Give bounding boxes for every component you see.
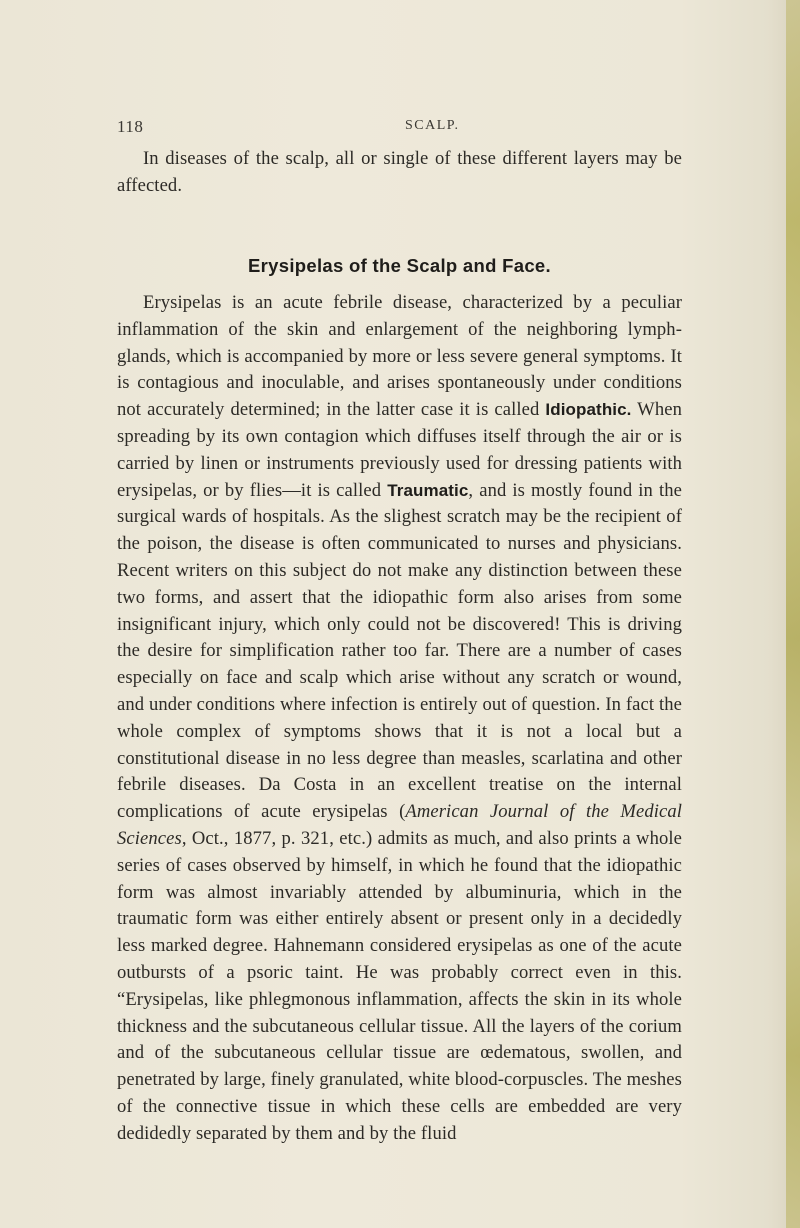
- running-head: [117, 117, 717, 141]
- page-edge: [786, 0, 800, 1228]
- term-idiopathic: Idiopathic.: [545, 400, 632, 420]
- erysipelas-paragraph: [117, 290, 682, 1148]
- paragraph-text-1: Erysipelas is an acute febrile disease, characterized by a peculiar inflammation of the skin and enlargement of the neighboring lymph-glands, which is accompanied by more or less severe general symptoms. It is contagious and inoculable, and arises spontaneously under conditions not accurately determined; in the latter case it is called: [117, 292, 682, 421]
- journal-citation: American Journal of the Medical Sciences: [117, 801, 683, 849]
- section-title: SCALP.: [405, 118, 460, 133]
- section-heading: Erysipelas of the Scalp and Face.: [248, 255, 551, 276]
- page-number: 118: [117, 117, 144, 136]
- paragraph-text-2: When spreading by its own contagion which diffuses itself through the air or is carried by linen or instruments previously used for dressing patients with erysipelas, or by flies—it is called: [117, 399, 682, 501]
- intro-paragraph: In diseases of the scalp, all or single of these different layers may be affected.: [117, 148, 682, 196]
- term-traumatic: Traumatic: [387, 480, 469, 500]
- paragraph-text-3: , and is mostly found in the surgical wards of hospitals. As the slighest scratch may be the recipient of the poison, the disease is often communicated to nurses and physicians. Recent writers on this subject do not make any distinction between these two forms, and assert that the idiopathic form also arises from some insignificant injury, which only could not be discovered! This is driving the desire for simplification rather too far. There are a number of cases especially on face and scalp which arise without any scratch or wound, and under conditions where infection is entirely out of question. In fact the whole complex of symptoms shows that it is not a local but a constitutional disease in no less degree than measles, scarlatina and other febrile diseases. Da Costa in an excellent treatise on the internal complications of acute erysipelas (: [117, 479, 682, 823]
- paragraph-text-4: , Oct., 1877, p. 321, etc.) admits as much, and also prints a whole series of cases observed by himself, in which he found that the idiopathic form was almost invariably attended by albuminuria, which in the traumatic form was either entirely absent or present only in a decidedly less marked degree. Hahnemann considered erysipelas as one of the acute outbursts of a psoric taint. He was probably correct even in this. “Erysipelas, like phlegmonous inflammation, affects the skin in its whole thickness and the subcutaneous cellular tissue. All the layers of the corium and of the subcutaneous cellular tissue are œdematous, swollen, and penetrated by large, finely granulated, white blood-corpuscles. The meshes of the connective tissue in which these cells are embedded are very dedidedly separated by them and by the fluid: [117, 827, 682, 1144]
